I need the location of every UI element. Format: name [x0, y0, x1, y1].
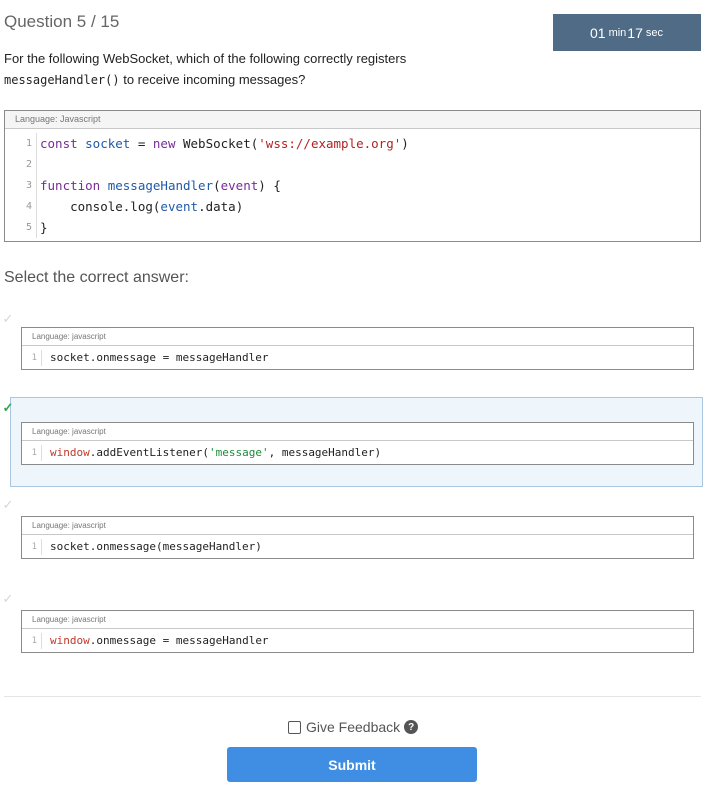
code-text	[37, 178, 281, 193]
line-number: 5	[5, 217, 37, 238]
question-text-after: to receive incoming messages?	[119, 72, 306, 87]
snippet-language-label: Language: javascript	[22, 423, 693, 441]
code-token: event	[220, 178, 259, 193]
code-token: 'message'	[208, 446, 269, 459]
answer-option-3[interactable]	[2, 496, 703, 560]
code-token: .onmessage = messageHandler	[89, 634, 269, 647]
line-number: 3	[5, 175, 37, 196]
timer-sec-label: sec	[645, 26, 663, 39]
code-token: window	[50, 446, 90, 459]
code-token: function	[40, 178, 108, 193]
answer-code-snippet	[21, 327, 694, 370]
answers-label: Select the correct answer:	[4, 269, 189, 286]
snippet-line-number: 1	[22, 633, 42, 649]
code-token: socket.onmessage(messageHandler)	[50, 540, 262, 553]
line-number: 2	[5, 154, 37, 175]
question-text	[4, 48, 564, 91]
question-counter: Question 5 / 15	[4, 12, 120, 31]
code-text	[37, 136, 409, 151]
feedback-label: Give Feedback	[306, 719, 401, 735]
code-text	[37, 199, 243, 214]
code-token: .addEventListener(	[89, 446, 209, 459]
give-feedback-toggle[interactable]	[288, 719, 418, 735]
code-token: (	[213, 178, 221, 193]
code-token: WebSocket(	[183, 136, 259, 151]
check-icon: ✓	[2, 590, 14, 606]
code-token: event	[160, 199, 199, 214]
answer-code-snippet	[21, 516, 694, 559]
code-token: .data)	[198, 199, 244, 214]
submit-button[interactable]: Submit	[227, 747, 477, 782]
code-token: console.log(	[40, 199, 161, 214]
code-token: socket.onmessage = messageHandler	[50, 351, 269, 364]
snippet-code	[42, 540, 262, 553]
timer	[553, 14, 701, 51]
code-token: new	[152, 136, 183, 151]
check-icon: ✓	[2, 496, 14, 512]
question-code-block	[4, 110, 701, 242]
code-token: const	[40, 136, 86, 151]
code-line	[5, 175, 700, 196]
code-token: ) {	[258, 178, 281, 193]
line-number: 4	[5, 196, 37, 217]
question-code-ref: messageHandler()	[4, 73, 120, 87]
answer-code-snippet	[21, 422, 694, 465]
feedback-checkbox[interactable]	[288, 721, 301, 734]
snippet-language-label: Language: javascript	[22, 611, 693, 629]
snippet-code	[42, 446, 381, 459]
code-token: messageHandler	[107, 178, 214, 193]
answer-code-snippet	[21, 610, 694, 653]
code-line	[5, 133, 700, 154]
answer-option-4[interactable]	[2, 590, 703, 654]
code-token: =	[130, 136, 153, 151]
snippet-language-label: Language: javascript	[22, 328, 693, 346]
code-line	[5, 217, 700, 238]
code-token: )	[401, 136, 409, 151]
check-icon: ✓	[2, 399, 14, 415]
question-text-before: For the following WebSocket, which of the following correctly registers	[4, 51, 407, 66]
code-token: window	[50, 634, 90, 647]
code-text	[37, 220, 48, 235]
snippet-code	[42, 351, 269, 364]
snippet-line-number: 1	[22, 350, 42, 366]
code-language-label: Language: Javascript	[5, 111, 700, 129]
code-lines	[5, 129, 700, 238]
divider	[4, 696, 701, 697]
snippet-code	[42, 634, 269, 647]
answer-option-2[interactable]	[2, 397, 703, 487]
snippet-line-number: 1	[22, 445, 42, 461]
timer-minutes: 01	[589, 24, 606, 41]
code-line	[5, 154, 700, 175]
code-token: }	[40, 220, 48, 235]
code-token: , messageHandler)	[268, 446, 382, 459]
code-token: socket	[85, 136, 131, 151]
answer-option-1[interactable]	[2, 310, 703, 374]
timer-seconds: 17	[627, 24, 643, 41]
question-circle-icon[interactable]: ?	[404, 720, 418, 734]
check-icon: ✓	[2, 310, 14, 326]
snippet-language-label: Language: javascript	[22, 517, 693, 535]
line-number: 1	[5, 133, 37, 154]
code-token: 'wss://example.org'	[258, 136, 402, 151]
code-line	[5, 196, 700, 217]
snippet-line-number: 1	[22, 539, 42, 555]
timer-min-label: min	[608, 26, 627, 39]
